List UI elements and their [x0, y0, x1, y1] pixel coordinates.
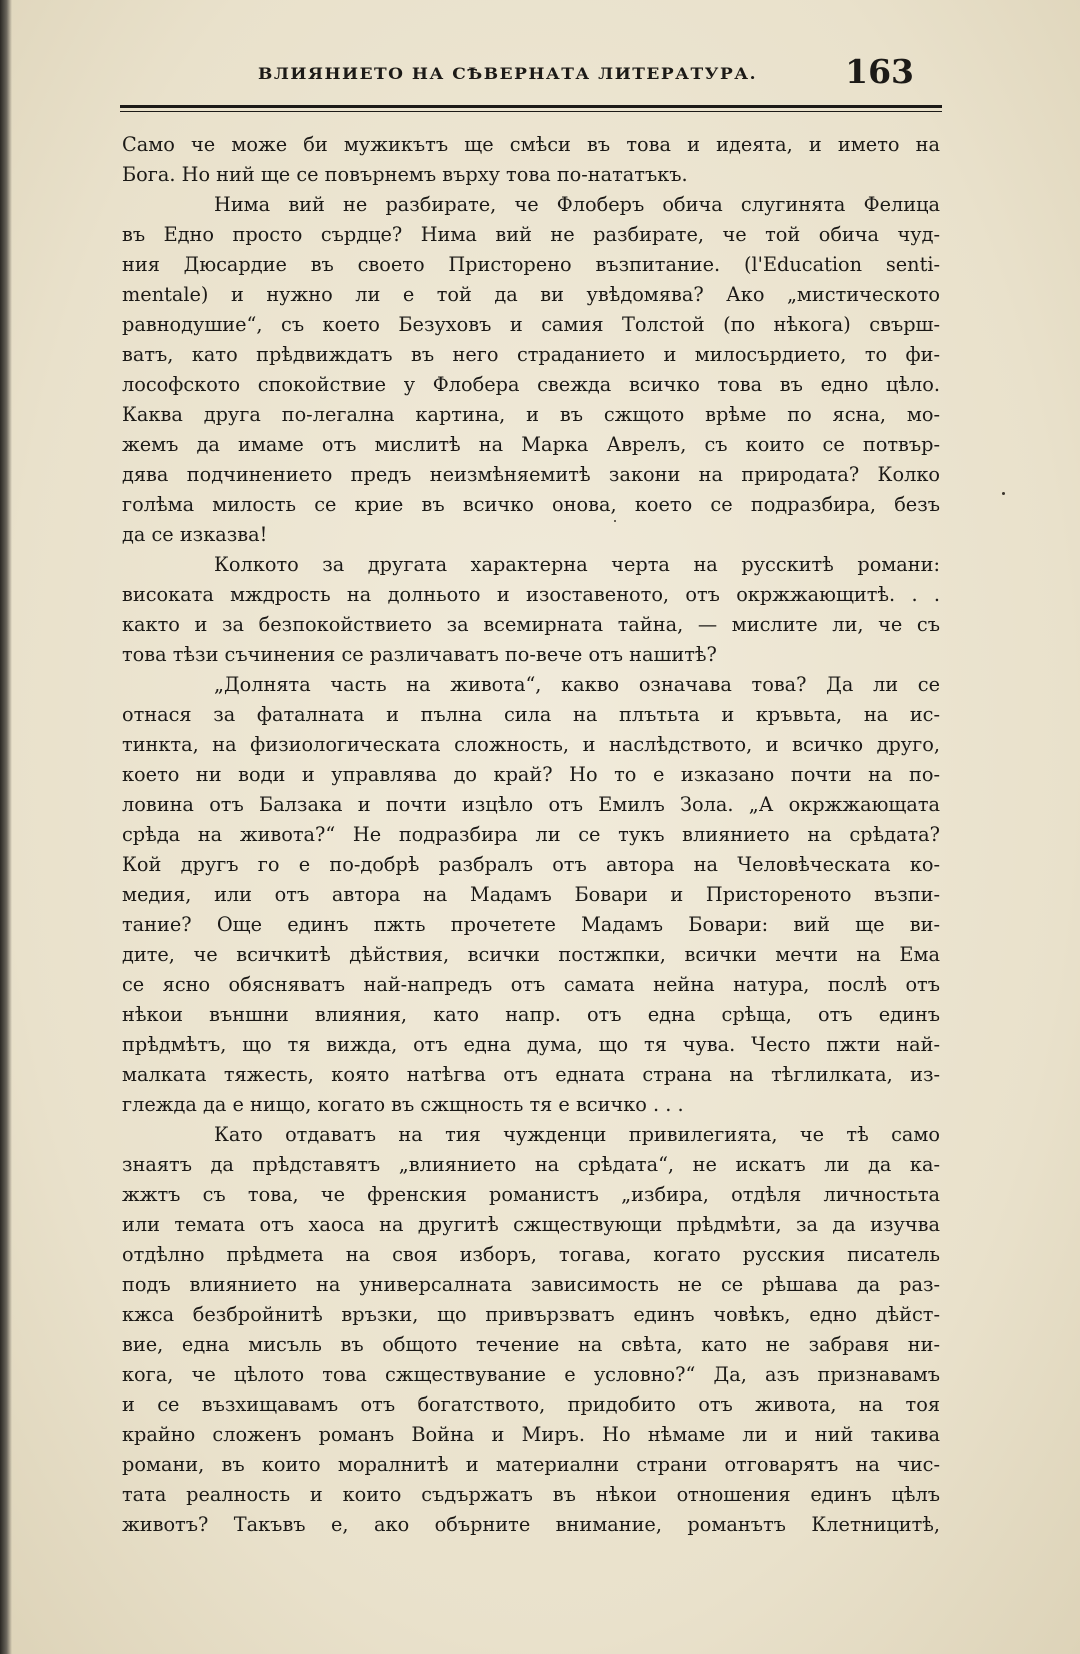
text-line: и се възхищавамъ отъ богатството, придобито отъ живота, на тоя: [122, 1393, 940, 1416]
text-line: нѣкои външни влияния, като напр. отъ една срѣща, отъ единъ: [122, 1003, 940, 1026]
text-line: лософското спокойствие у Флобера свежда всичко това въ едно цѣло.: [122, 373, 940, 396]
text-line: mentale) и нужно ли е той да ви увѣдомява? Ако „мистическото: [122, 283, 940, 306]
text-line: ватъ, като прѣдвиждатъ въ него страданието и милосърдието, то фи-: [122, 343, 940, 366]
text-line: жжтъ съ това, че френския романистъ „избира, отдѣля личностьта: [122, 1183, 940, 1206]
text-line: кога, че цѣлото това сжществувание е условно?“ Да, азъ признавамъ: [122, 1363, 940, 1386]
text-line: Бога. Но ний ще се повърнемъ върху това по-нататъкъ.: [122, 163, 688, 186]
text-line: животъ? Такъвъ е, ако обърните внимание, романътъ Клетницитѣ,: [122, 1513, 940, 1536]
text-line: това тѣзи съчинения се различаватъ по-вече отъ нашитѣ?: [122, 643, 717, 666]
running-title: ВЛИЯНИЕТО НА СѢВЕРНАТА ЛИТЕРАТУРА.: [258, 64, 757, 84]
text-line: Каква друга по-легална картина, и въ сжщото врѣме по ясна, мо-: [122, 403, 940, 426]
text-line: равнодушие“, съ което Безуховъ и самия Толстой (по нѣкога) свърш-: [122, 313, 940, 336]
text-line: ловина отъ Балзака и почти изцѣло отъ Емилъ Зола. „А окржжающата: [122, 793, 940, 816]
text-line: вие, една мисъль въ общото течение на свѣта, като не забравя ни-: [122, 1333, 940, 1356]
page-binding-edge: [0, 0, 12, 1654]
text-line: тинкта, на физиологическата сложность, и наслѣдството, и всичко друго,: [122, 733, 940, 756]
text-line: знаятъ да прѣдставятъ „влиянието на срѣдата“, не искатъ ли да ка-: [122, 1153, 940, 1176]
text-line: тание? Още единъ пжть прочетете Мадамъ Бовари: вий ще ви-: [122, 913, 940, 936]
text-line: жемъ да имаме отъ мислитѣ на Марка Аврелъ, съ които се потвър-: [122, 433, 940, 456]
text-line: голѣма милость се крие въ всичко онова, което се подразбира, безъ: [122, 493, 940, 516]
ink-speck: [1002, 492, 1005, 495]
text-line: срѣда на живота?“ Не подразбира ли се тукъ влиянието на срѣдата?: [122, 823, 940, 846]
page-number: 163: [845, 52, 914, 91]
text-line: Колкото за другата характерна черта на русскитѣ романи:: [214, 553, 940, 576]
text-line: крайно сложенъ романъ Война и Миръ. Но нѣмаме ли и ний такива: [122, 1423, 940, 1446]
text-line: малката тяжесть, която натѣгва отъ едната страна на тѣглилката, из-: [122, 1063, 940, 1086]
text-line: дява подчинението предъ неизмѣняемитѣ закони на природата? Колко: [122, 463, 940, 486]
body-text: [122, 130, 940, 1540]
text-line: дите, че всичкитѣ дѣйствия, всички постжпки, всички мечти на Ема: [122, 943, 940, 966]
text-line: въ Едно просто сърдце? Нима вий не разбирате, че той обича чуд-: [122, 223, 940, 246]
page-header: [120, 52, 942, 102]
header-rule: [120, 105, 942, 108]
text-line: отдѣлно прѣдмета на своя изборъ, тогава, когато русския писатель: [122, 1243, 940, 1266]
text-line: медия, или отъ автора на Мадамъ Бовари и Пристореното възпи-: [122, 883, 940, 906]
text-line: отнася за фаталната и пълна сила на плътьта и кръвьта, на ис-: [122, 703, 940, 726]
text-line: кжса безбройнитѣ връзки, що привързватъ единъ човѣкъ, едно дѣйст-: [122, 1303, 940, 1326]
text-line: прѣдмѣтъ, що тя вижда, отъ една дума, що тя чува. Често пжти най-: [122, 1033, 940, 1056]
text-line: се ясно обясняватъ най-напредъ отъ самата нейна натура, послѣ отъ: [122, 973, 940, 996]
text-line: както и за безпокойствието за всемирната тайна, — мислите ли, че съ: [122, 613, 940, 636]
text-line: глежда да е нищо, когато въ сжщность тя е всичко . . .: [122, 1093, 684, 1116]
text-line: Само че може би мужикътъ ще смѣси въ това и идеята, и името на: [122, 133, 940, 156]
text-line: ния Дюсардие въ своето Присторено възпитание. (l'Education senti-: [122, 253, 940, 276]
header-rule-thin: [120, 111, 942, 112]
text-line: тата реалность и които съдържатъ въ нѣкои отношения единъ цѣлъ: [122, 1483, 940, 1506]
text-line: „Долнята часть на живота“, какво означава това? Да ли се: [214, 673, 940, 696]
ink-speck: [614, 520, 616, 522]
text-line: което ни води и управлява до край? Но то е изказано почти на по-: [122, 763, 940, 786]
text-line: Нима вий не разбирате, че Флоберъ обича слугинята Фелица: [214, 193, 940, 216]
text-line: високата мждрость на долньото и изоставеното, отъ окржжающитѣ. . .: [122, 583, 940, 606]
text-line: или темата отъ хаоса на другитѣ сжществующи прѣдмѣти, за да изучва: [122, 1213, 940, 1236]
text-line: Кой другъ го е по-добрѣ разбралъ отъ автора на Человѣческата ко-: [122, 853, 940, 876]
text-line: Като отдаватъ на тия чужденци привилегията, че тѣ само: [214, 1123, 940, 1146]
text-line: романи, въ които моралнитѣ и материални страни отговарятъ на чис-: [122, 1453, 940, 1476]
text-line: подъ влиянието на универсалната зависимость не се рѣшава да раз-: [122, 1273, 940, 1296]
text-line: да се изказва!: [122, 523, 268, 546]
